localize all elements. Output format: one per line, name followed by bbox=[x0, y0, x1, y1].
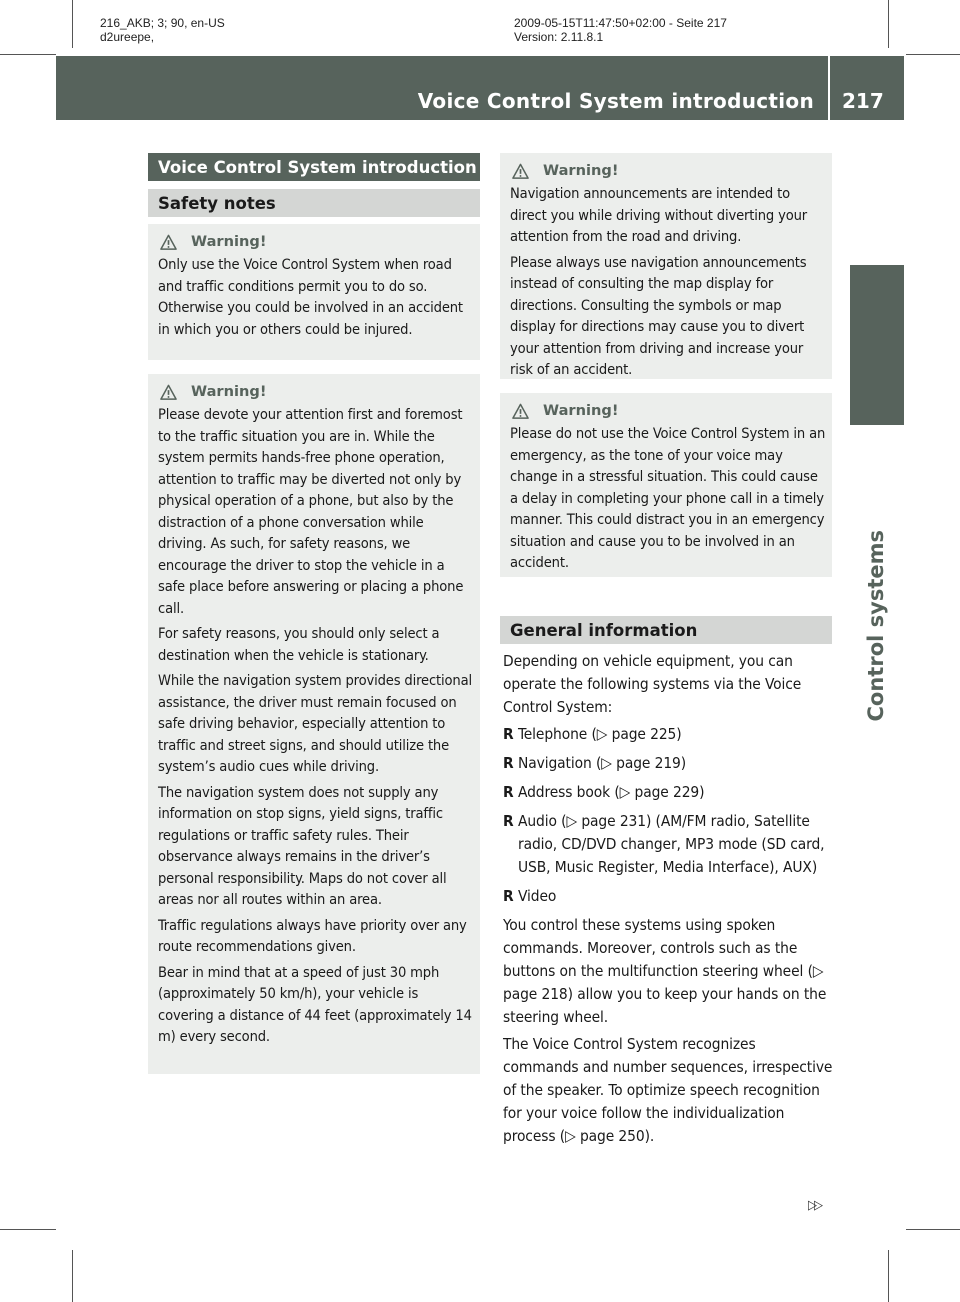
warning-title: Warning! bbox=[191, 383, 267, 401]
page-reference-link[interactable]: page 229 bbox=[634, 783, 700, 801]
list-item-text: Address book ( bbox=[518, 783, 620, 801]
page-reference-link[interactable]: page 225 bbox=[611, 725, 677, 743]
warning-title: Warning! bbox=[543, 162, 619, 180]
subsection-title: Safety notes bbox=[148, 189, 480, 217]
warning-text: Please always use navigation announcements instead of consulting the map display for directions. Consulting the symbols or map display for directions may cause you to divert your attention from driving and increase your risk of an accident. bbox=[510, 253, 807, 378]
warning-triangle-icon bbox=[160, 384, 177, 401]
warning-box bbox=[148, 374, 480, 1074]
page-header bbox=[56, 56, 904, 120]
page-reference-link[interactable]: page 218 bbox=[503, 985, 568, 1003]
list-item bbox=[503, 752, 835, 775]
list-item-text: Audio ( bbox=[518, 812, 567, 830]
continue-arrows-icon: ▷▷ bbox=[808, 1198, 820, 1213]
page-reference-link[interactable]: page 231 bbox=[581, 812, 646, 830]
warning-text: Bear in mind that at a speed of just 30 mph (approximately 50 km/h), your vehicle is covering a distance of 44 feet (approximately 14 m) every second. bbox=[158, 963, 472, 1045]
warning-text: Only use the Voice Control System when road and traffic conditions permit you to do so. Otherwise you could be involved in an accident in which you or others could be injured. bbox=[158, 256, 463, 338]
warning-header bbox=[510, 401, 826, 421]
list-item bbox=[503, 810, 835, 879]
body-paragraph bbox=[503, 1033, 835, 1148]
warning-header bbox=[158, 382, 474, 402]
list-item bbox=[503, 781, 835, 804]
page-reference-link[interactable]: page 219 bbox=[616, 754, 681, 772]
page-ref-arrow-icon: ▷ bbox=[565, 1127, 576, 1145]
list-item-text: ) (AM/FM radio, Satellite radio, CD/DVD changer, MP3 mode (SD card, USB, Music Register, Media Interface), AUX) bbox=[518, 812, 825, 876]
warning-box bbox=[148, 224, 480, 360]
crop-mark bbox=[0, 54, 56, 55]
crop-mark bbox=[0, 1229, 56, 1230]
warning-text: Please devote your attention first and foremost to the traffic situation you are in. While the system permits hands-free phone operation, attention to traffic may be diverted not only by physical operation of a phone, but also by the distraction of a phone conversation while driving. As such, for safety reasons, we encourage the driver to stop the vehicle in a safe place before answering or placing a phone call. bbox=[158, 406, 464, 617]
bullet-marker: R bbox=[503, 887, 514, 905]
bullet-marker: R bbox=[503, 754, 514, 772]
crop-mark bbox=[72, 1250, 73, 1302]
list-item-text: ) bbox=[680, 754, 687, 772]
list-item-text: Navigation ( bbox=[518, 754, 602, 772]
page-ref-arrow-icon: ▷ bbox=[601, 754, 612, 772]
general-information-title: General information bbox=[500, 616, 832, 644]
print-meta-line: Version: 2.11.8.1 bbox=[514, 30, 604, 44]
page-ref-arrow-icon: ▷ bbox=[596, 725, 608, 743]
warning-header bbox=[158, 232, 474, 252]
list-item-text: Video bbox=[518, 887, 557, 905]
paragraph-text: The Voice Control System recognizes commands and number sequences, irrespective of the speaker. To optimize speech recognition for your voice follow the individualization process ( bbox=[503, 1035, 833, 1145]
warning-title: Warning! bbox=[191, 233, 267, 251]
list-item-text: ) bbox=[676, 725, 682, 743]
crop-mark bbox=[906, 54, 960, 55]
warning-box bbox=[500, 393, 832, 577]
list-item bbox=[503, 723, 835, 746]
warning-text: Navigation announcements are intended to direct you while driving without diverting your attention from the road and driving. bbox=[510, 185, 808, 245]
print-meta-line: 2009-05-15T11:47:50+02:00 - Seite 217 bbox=[514, 16, 727, 30]
general-information-body bbox=[503, 650, 835, 1152]
header-title: Voice Control System introduction bbox=[417, 89, 814, 113]
crop-mark bbox=[906, 1229, 960, 1230]
warning-text: The navigation system does not supply any information on stop signs, yield signs, traffic regulations or traffic safety rules. Their observance always remains in the driver’s personal responsibility. Maps do not cover all areas nor all routes within an area. bbox=[158, 783, 447, 908]
warning-triangle-icon bbox=[512, 403, 529, 420]
body-paragraph bbox=[503, 914, 835, 1029]
print-meta-right bbox=[514, 16, 727, 44]
warning-text: For safety reasons, you should only select a destination when the vehicle is stationary. bbox=[158, 625, 440, 664]
crop-mark bbox=[72, 0, 73, 48]
warning-triangle-icon bbox=[512, 163, 529, 180]
list-item-text: Telephone ( bbox=[518, 725, 597, 743]
list-item bbox=[503, 885, 835, 908]
paragraph-text: You control these systems using spoken commands. Moreover, controls such as the buttons on the multifunction steering wheel ( bbox=[503, 916, 813, 980]
side-section-label: Control systems bbox=[864, 530, 888, 722]
header-divider bbox=[828, 56, 830, 120]
warning-triangle-icon bbox=[160, 234, 177, 251]
print-meta-left bbox=[100, 16, 225, 44]
list-item-text: ) bbox=[699, 783, 705, 801]
print-meta-line: 216_AKB; 3; 90, en-US bbox=[100, 16, 225, 30]
warning-header bbox=[510, 161, 826, 181]
crop-mark bbox=[888, 0, 889, 48]
warning-text: Traffic regulations always have priority over any route recommendations given. bbox=[158, 916, 467, 955]
warning-box bbox=[500, 153, 832, 379]
crop-mark bbox=[888, 1250, 889, 1302]
paragraph-text: ). bbox=[644, 1127, 655, 1145]
bullet-marker: R bbox=[503, 783, 514, 801]
print-meta-line: d2ureepe, bbox=[100, 30, 155, 44]
bullet-marker: R bbox=[503, 812, 514, 830]
page-ref-arrow-icon: ▷ bbox=[619, 783, 631, 801]
warning-title: Warning! bbox=[543, 402, 619, 420]
warning-text: Please do not use the Voice Control System in an emergency, as the tone of your voice may change in a stressful situation. This could cause a delay in completing your phone call in a timely manner. This could distract you in an emergency situation and cause you to be involved in an accident. bbox=[510, 425, 826, 571]
page-ref-arrow-icon: ▷ bbox=[566, 812, 578, 830]
section-title: Voice Control System introduction bbox=[148, 153, 480, 181]
page-number: 217 bbox=[842, 89, 884, 113]
supported-systems-list bbox=[503, 723, 835, 908]
side-tab bbox=[850, 265, 904, 425]
bullet-marker: R bbox=[503, 725, 514, 743]
warning-text: While the navigation system provides directional assistance, the driver must remain focused on safe driving behavior, especially attention to traffic and street signs, and should utilize the system’s audio cues while driving. bbox=[158, 672, 472, 775]
intro-text: Depending on vehicle equipment, you can operate the following systems via the Voice Control System: bbox=[503, 652, 802, 716]
page-ref-arrow-icon: ▷ bbox=[812, 962, 824, 980]
paragraph-text: ) allow you to keep your hands on the steering wheel. bbox=[503, 985, 827, 1026]
page-reference-link[interactable]: page 250 bbox=[579, 1127, 645, 1145]
